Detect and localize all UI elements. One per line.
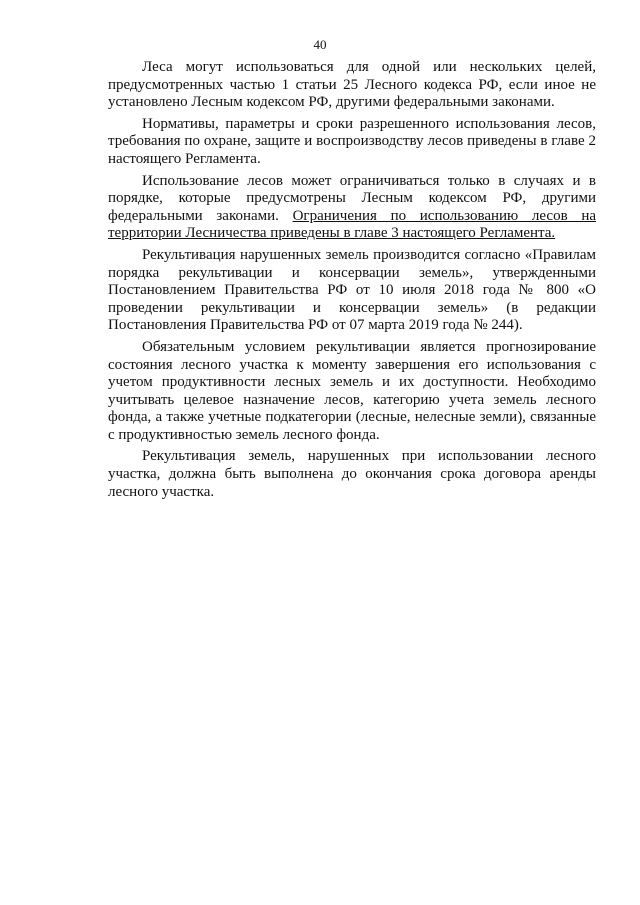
document-body <box>108 59 596 505</box>
restrictions-text: Использование лесов может ограничиваться только в случаях и в порядке, которые предусмотрены Лесным кодексом РФ, другими федеральными законами. <box>108 172 596 224</box>
paragraph-use-restrictions <box>108 173 596 243</box>
paragraph-recultivation-condition: Обязательным условием рекультивации является прогнозирование состояния лесного участка к моменту завершения его использования с учетом продуктивности лесных земель и их доступности. Необходимо учитывать целевое назначение лесов, категорию учета земель лесного фонда, а также учетные подкатегории (лесные, нелесные земли), связанные с продуктивностью земель лесного фонда. <box>108 338 596 443</box>
restrictions-reference-link: Ограничения по использованию лесов на территории Лесничества приведены в главе 3 настоящего Регламента. <box>108 207 597 242</box>
paragraph-recultivation-deadline: Рекультивация земель, нарушенных при использовании лесного участка, должна быть выполнена до окончания срока договора аренды лесного участка. <box>108 448 596 500</box>
paragraph-norms-parameters: Нормативы, параметры и сроки разрешенного использования лесов, требования по охране, защите и воспроизводству лесов приведены в главе 2 настоящего Регламента. <box>108 115 596 167</box>
paragraph-forest-use-purposes: Леса могут использоваться для одной или нескольких целей, предусмотренных частью 1 статьи 25 Лесного кодекса РФ, если иное не установлено Лесным кодексом РФ, другими федеральными законами. <box>108 59 596 111</box>
page-number: 40 <box>313 37 327 52</box>
paragraph-land-recultivation-rules: Рекультивация нарушенных земель производится согласно «Правилам порядка рекультивации и консервации земель», утвержденными Постановлением Правительства РФ от 10 июля 2018 года № 800 «О проведении рекультивации и консервации земель» (в редакции Постановления Правительства РФ от 07 марта 2019 года № 244). <box>108 246 596 334</box>
